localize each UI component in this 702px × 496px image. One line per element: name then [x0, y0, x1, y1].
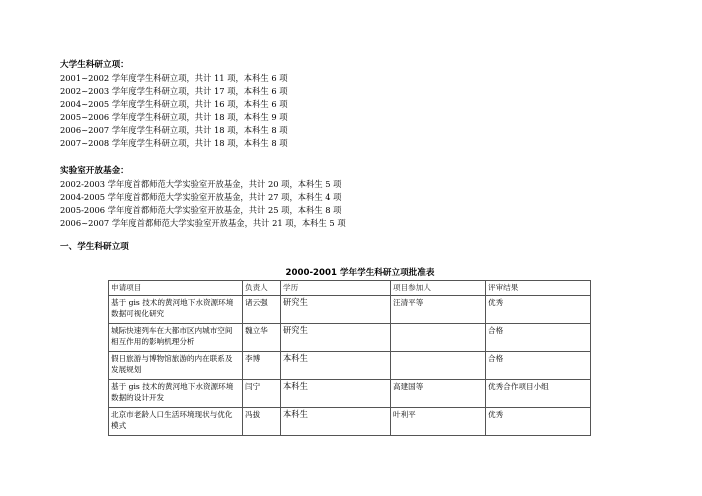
approval-table [108, 280, 591, 436]
table-row [109, 351, 591, 379]
lab-fund-line: 2006~2007 学年度首都师范大学实验室开放基金，共计 21 项，本科生 5 项 [60, 218, 346, 228]
leader-cell: 魏立华 [243, 323, 281, 351]
leader-cell: 李博 [243, 351, 281, 379]
education-cell: 本科生 [281, 379, 391, 407]
project-cell: 北京市老龄人口生活环境现状与优化模式 [109, 407, 243, 435]
header-cell: 负责人 [243, 281, 281, 296]
participants-cell: 汪清平等 [391, 295, 486, 323]
table-header-row [109, 281, 591, 296]
table-row [109, 379, 591, 407]
table-title: 2000-2001 学年学生科研立项批准表 [285, 268, 435, 278]
result-cell: 优秀 [486, 407, 591, 435]
lab-fund-heading: 实验室开放基金： [60, 166, 129, 176]
lab-fund-line: 2004-2005 学年度首都师范大学实验室开放基金，共计 27 项，本科生 4 项 [60, 192, 342, 202]
result-cell: 优秀 [486, 295, 591, 323]
student-research-line: 2005~2006 学年度学生科研立项，共计 18 项，本科生 9 项 [60, 112, 288, 122]
table-row [109, 407, 591, 435]
student-research-line: 2001~2002 学年度学生科研立项，共计 11 项，本科生 6 项 [60, 73, 288, 83]
header-cell: 申请项目 [109, 281, 243, 296]
result-cell: 合格 [486, 351, 591, 379]
education-cell: 研究生 [281, 295, 391, 323]
leader-cell: 诸云强 [243, 295, 281, 323]
student-research-line: 2004~2005 学年度学生科研立项，共计 16 项，本科生 6 项 [60, 99, 288, 109]
participants-cell [391, 351, 486, 379]
student-research-line: 2006~2007 学年度学生科研立项，共计 18 项，本科生 8 项 [60, 125, 288, 135]
student-research-heading: 大学生科研立项： [60, 60, 129, 70]
participants-cell: 高建国等 [391, 379, 486, 407]
project-cell: 城际快速列车在大都市区内城市空间相互作用的影响机理分析 [109, 323, 243, 351]
participants-cell [391, 323, 486, 351]
leader-cell: 冯拔 [243, 407, 281, 435]
student-research-line: 2007~2008 学年度学生科研立项，共计 18 项，本科生 8 项 [60, 138, 288, 148]
project-cell: 基于 gis 技术的黄河地下水资源环境数据的设计开发 [109, 379, 243, 407]
table-row [109, 295, 591, 323]
education-cell: 本科生 [281, 351, 391, 379]
header-cell: 评审结果 [486, 281, 591, 296]
project-cell: 假日旅游与博物馆旅游的内在联系及发展规划 [109, 351, 243, 379]
participants-cell: 叶利平 [391, 407, 486, 435]
education-cell: 研究生 [281, 323, 391, 351]
header-cell: 项目参加人 [391, 281, 486, 296]
project-cell: 基于 gis 技术的黄河地下水资源环境数据可视化研究 [109, 295, 243, 323]
lab-fund-line: 2005-2006 学年度首都师范大学实验室开放基金，共计 25 项，本科生 8 项 [60, 205, 342, 215]
result-cell: 合格 [486, 323, 591, 351]
leader-cell: 闫宁 [243, 379, 281, 407]
education-cell: 本科生 [281, 407, 391, 435]
lab-fund-line: 2002-2003 学年度首都师范大学实验室开放基金，共计 20 项，本科生 5 项 [60, 179, 342, 189]
student-research-line: 2002~2003 学年度学生科研立项，共计 17 项，本科生 6 项 [60, 86, 288, 96]
section-one-heading: 一、学生科研立项 [60, 242, 129, 252]
header-cell: 学历 [281, 281, 391, 296]
table-row [109, 323, 591, 351]
result-cell: 优秀合作项目小组 [486, 379, 591, 407]
